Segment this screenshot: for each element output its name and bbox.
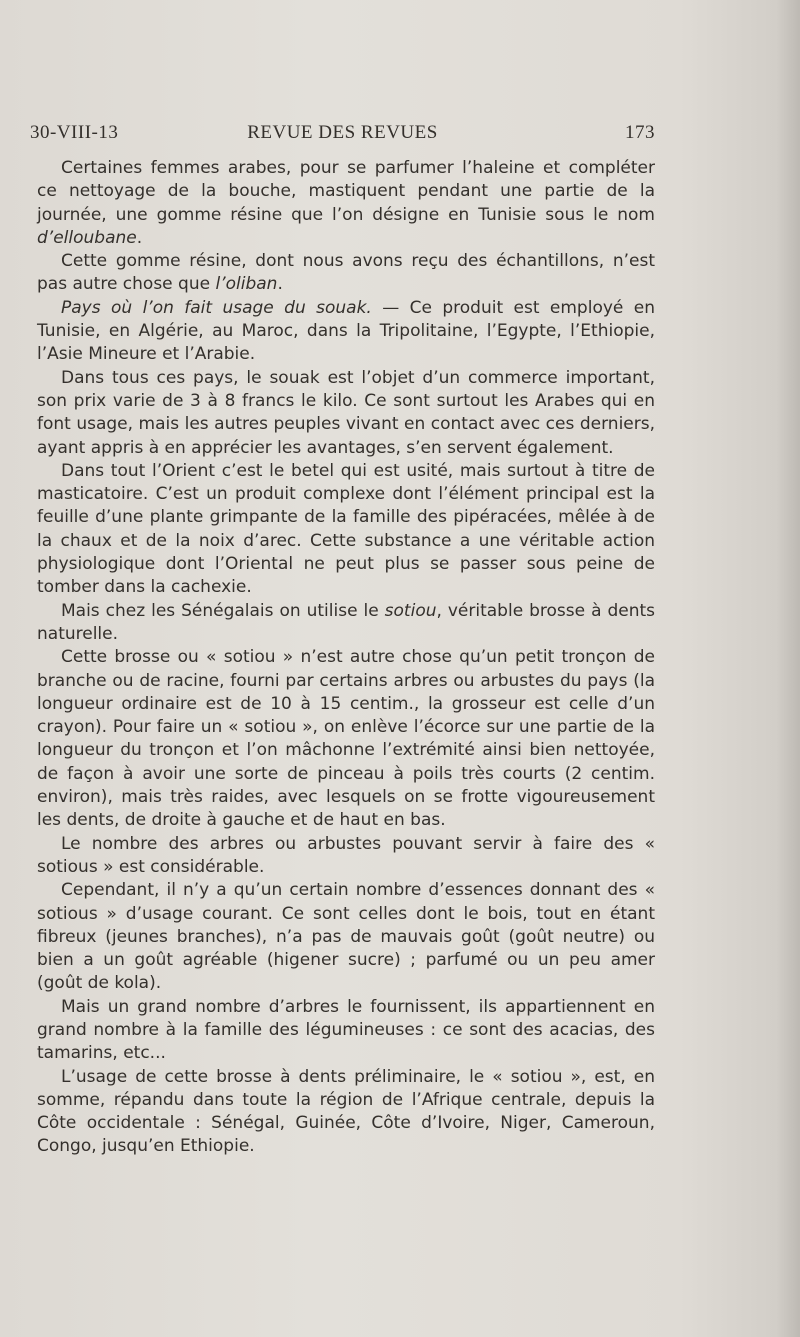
- header-date: 30-VIII-13: [30, 122, 119, 143]
- paragraph-text: Cependant, il n’y a qu’un certain nombre d’essences donnant des « sotious » d’usage courant. Ce sont celles dont le bois, tout en étant fibreux (jeunes branches), n’a pas de mauvais goût (goût neutre) ou bien a un goût agréable (higener sucre) ; parfumé ou un peu amer (goût de kola).: [37, 880, 655, 994]
- paragraph-end: .: [277, 274, 283, 295]
- paragraph-end: , véritable brosse à dents naturelle.: [37, 600, 655, 644]
- italic-term: sotiou: [384, 600, 437, 621]
- paragraph-9: [37, 879, 655, 995]
- header-journal-title: REVUE DES REVUES: [247, 122, 438, 143]
- paragraph-5: [37, 460, 655, 600]
- paragraph-6: [37, 600, 655, 647]
- paragraph-text: Dans tout l’Orient c’est le betel qui est usité, mais surtout à titre de masticatoire. C’est un produit complexe dont l’élément principal est la feuille d’une plante grimpante de la famille des pipéracées, mêlée à de la chaux et de la noix d’arec. Cette substance a une véritable action physiologique dont l’Oriental ne peut plus se passer sous peine de tomber dans la cachexie.: [37, 460, 655, 598]
- paragraph-2: [37, 250, 655, 297]
- paragraph-text: Le nombre des arbres ou arbustes pouvant servir à faire des « sotious » est considérable.: [37, 833, 655, 877]
- paragraph-text: Cette gomme résine, dont nous avons reçu des échantillons, n’est pas autre chose que: [37, 251, 655, 295]
- paragraph-8: [37, 833, 655, 880]
- paragraph-11: [37, 1066, 655, 1159]
- paragraph-text: Mais chez les Sénégalais on utilise le: [61, 600, 385, 621]
- paragraph-10: [37, 996, 655, 1066]
- paragraph-1: [37, 157, 655, 250]
- paragraph-text: Dans tous ces pays, le souak est l’objet d’un commerce important, son prix varie de 3 à 8 francs le kilo. Ce sont surtout les Arabes qui en font usage, mais les autres peuples vivant en contact avec ces derniers, ayant appris à en apprécier les avantages, s’en servent également.: [37, 367, 655, 458]
- page-number: 173: [625, 122, 655, 143]
- paragraph-3: [37, 297, 655, 367]
- italic-term: l’oliban: [215, 274, 278, 295]
- paragraph-text: — Ce produit est employé en Tunisie, en Algérie, au Maroc, dans la Tripolitaine, l’Egypte, l’Ethiopie, l’Asie Mineure et l’Arabie.: [37, 297, 655, 365]
- body-text: [37, 157, 655, 1159]
- paragraph-end: .: [136, 227, 143, 248]
- paragraph-7: [37, 646, 655, 832]
- running-header: [30, 122, 655, 152]
- paragraph-text: L’usage de cette brosse à dents préliminaire, le « sotiou », est, en somme, répandu dans toute la région de l’Afrique centrale, depuis la Côte occidentale : Sénégal, Guinée, Côte d’Ivoire, Niger, Cameroun, Congo, jusqu’en Ethiopie.: [37, 1066, 655, 1157]
- section-heading-italic: Pays où l’on fait usage du souak.: [61, 297, 372, 318]
- paragraph-text: Cette brosse ou « sotiou » n’est autre chose qu’un petit tronçon de branche ou de racine, fourni par certains arbres ou arbustes du pays (la longueur ordinaire est de 10 à 15 centim., la grosseur est celle d’un crayon). Pour faire un « sotiou », on enlève l’écorce sur une partie de la longueur du tronçon et l’on mâchonne l’extrémité ainsi bien nettoyée, de façon à avoir une sorte de pinceau à poils très courts (2 centim. environ), mais très raides, avec lesquels on se frotte vigoureusement les dents, de droite à gauche et de haut en bas.: [37, 647, 655, 831]
- paragraph-text: Certaines femmes arabes, pour se parfumer l’haleine et compléter ce nettoyage de la bouche, mastiquent pendant une partie de la journée, une gomme résine que l’on désigne en Tunisie sous le nom: [37, 158, 655, 225]
- italic-term: d’elloubane: [37, 227, 137, 248]
- paragraph-text: Mais un grand nombre d’arbres le fournissent, ils appartiennent en grand nombre à la famille des légumineuses : ce sont des acacias, des tamarins, etc...: [37, 996, 655, 1064]
- paragraph-4: [37, 367, 655, 460]
